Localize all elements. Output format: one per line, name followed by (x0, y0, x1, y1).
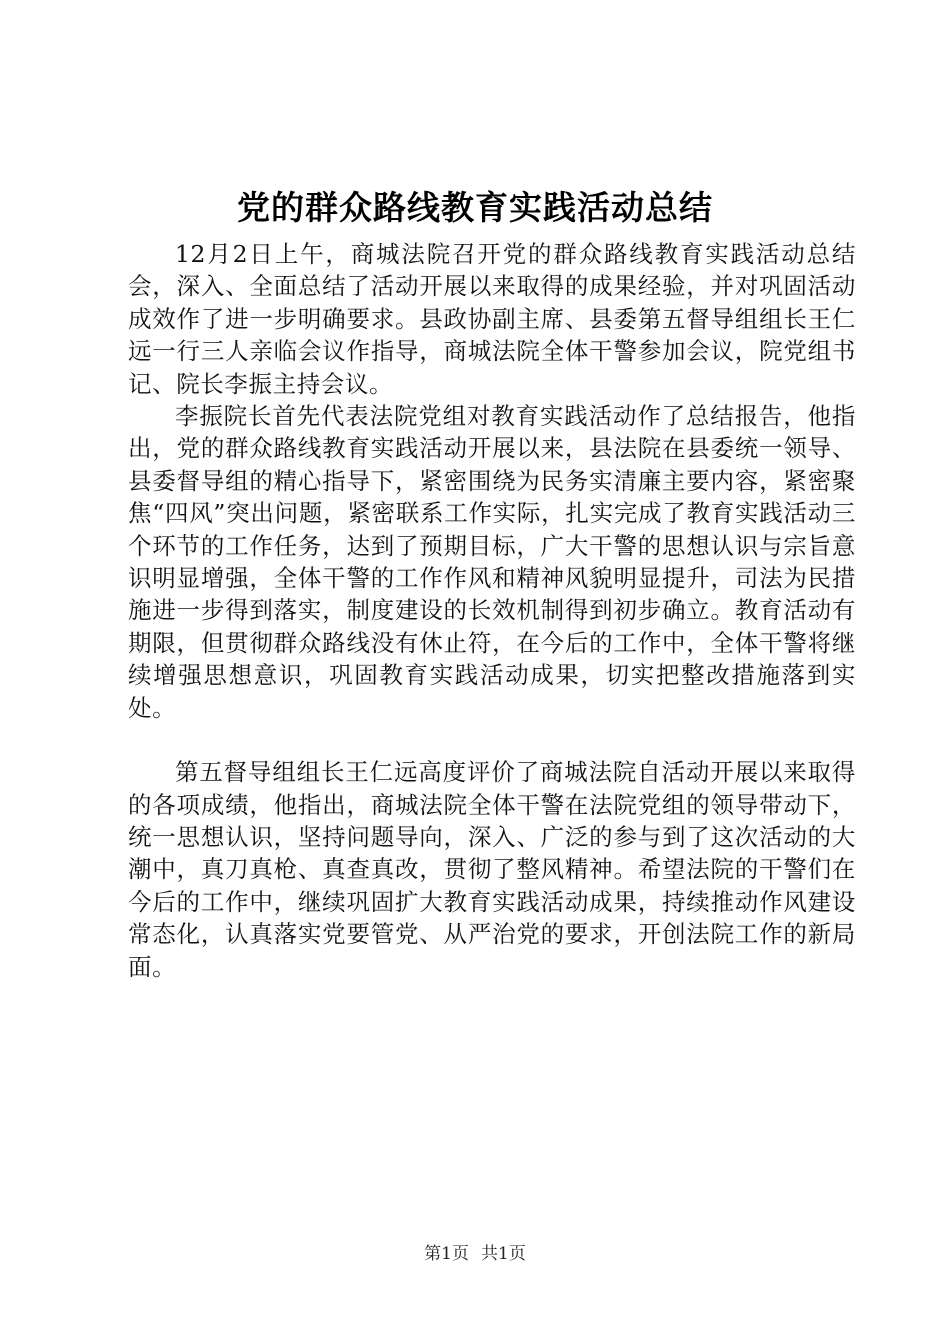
paragraph-2: 李振院长首先代表法院党组对教育实践活动作了总结报告，他指出，党的群众路线教育实践活动开展以来，县法院在县委统一领导、县委督导组的精心指导下，紧密围绕为民务实清廉主要内容，紧密聚焦“四风”突出问题，紧密联系工作实际，扎实完成了教育实践活动三个环节的工作任务，达到了预期目标，广大干警的思想认识与宗旨意识明显增强，全体干警的工作作风和精神风貌明显提升，司法为民措施进一步得到落实，制度建设的长效机制得到初步确立。教育活动有期限，但贯彻群众路线没有休止符，在今后的工作中，全体干警将继续增强思想意识，巩固教育实践活动成果，切实把整改措施落到实处。 (128, 402, 856, 722)
paragraph-spacer (128, 724, 856, 756)
document-body (128, 238, 856, 983)
paragraph-3: 第五督导组组长王仁远高度评价了商城法院自活动开展以来取得的各项成绩，他指出，商城法院全体干警在法院党组的领导带动下，统一思想认识，坚持问题导向，深入、广泛的参与到了这次活动的大潮中，真刀真枪、真查真改，贯彻了整风精神。希望法院的干警们在今后的工作中，继续巩固扩大教育实践活动成果，持续推动作风建设常态化，认真落实党要管党、从严治党的要求，开创法院工作的新局面。 (128, 758, 856, 981)
page-footer (0, 1242, 950, 1266)
page-total: 共1页 (481, 1244, 526, 1264)
page-number: 第1页 (424, 1244, 469, 1264)
document-title: 党的群众路线教育实践活动总结 (237, 188, 713, 227)
paragraph-1: 12月2日上午，商城法院召开党的群众路线教育实践活动总结会，深入、全面总结了活动开展以来取得的成果经验，并对巩固活动成效作了进一步明确要求。县政协副主席、县委第五督导组组长王仁远一行三人亲临会议作指导，商城法院全体干警参加会议，院党组书记、院长李振主持会议。 (128, 240, 856, 398)
